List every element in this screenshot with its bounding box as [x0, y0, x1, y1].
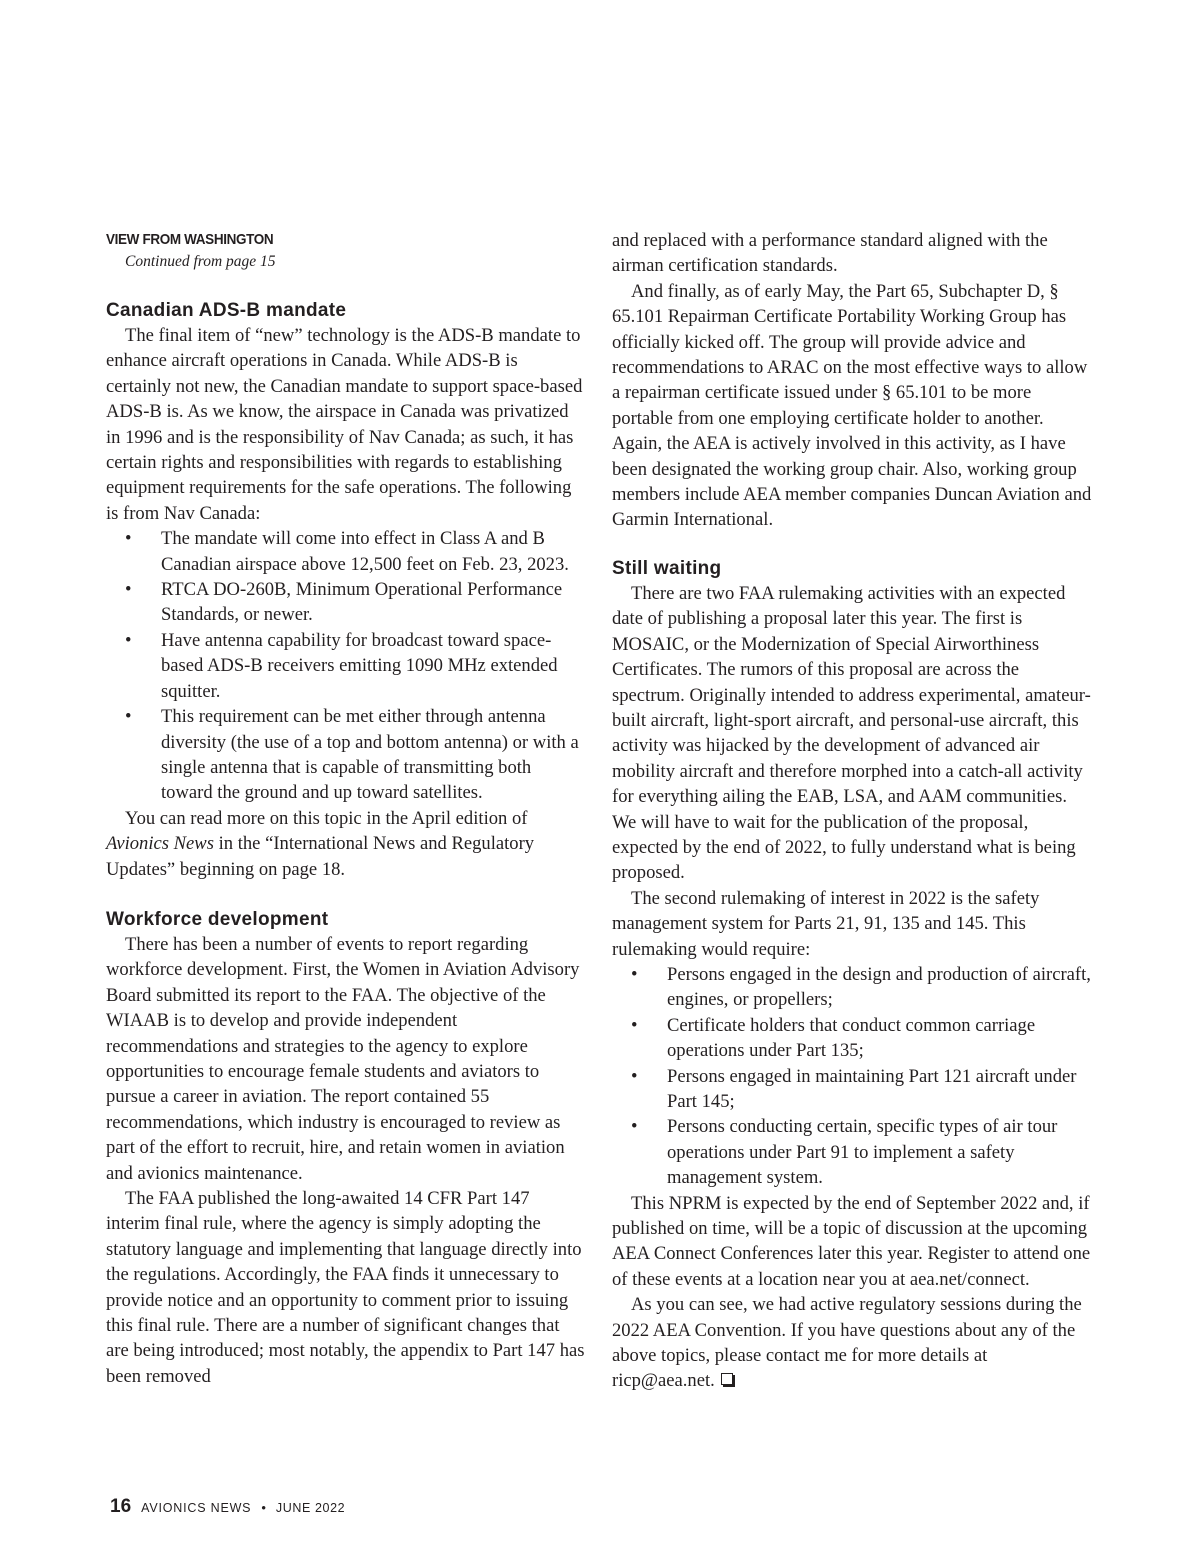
bullet-list-sms [612, 962, 1092, 1191]
section-kicker: VIEW FROM WASHINGTON [106, 231, 274, 248]
right-column [612, 228, 1092, 1394]
paragraph: There are two FAA rulemaking activities with an expected date of publishing a proposal later this year. The first is MOSAIC, or the Modernization of Special Airworthiness Certificates. The rumors of this proposal are across the spectrum. Originally intended to address experimental, amateur-built aircraft, light-sport aircraft, and personal-use aircraft, this activity was hijacked by the development of advanced air mobility aircraft and therefore morphed into a catch-all activity for everything ailing the EAB, LSA, and AAM communities. We will have to wait for the publication of the proposal, expected by the end of 2022, to fully understand what is being proposed. [612, 582, 1091, 884]
list-item: • Certificate holders that conduct common carriage operations under Part 135; [631, 1014, 1036, 1062]
bullet-icon: • [631, 963, 638, 985]
list-item: • Have antenna capability for broadcast toward space-based ADS-B receivers emitting 1090 MHz extended squitter. [125, 629, 558, 702]
heading-workforce-development: Workforce development [106, 908, 329, 930]
paragraph: You can read more on this topic in the April edition of Avionics News in the “International News and Regulatory Updates” beginning on page 18. [106, 807, 535, 880]
bullet-icon: • [125, 579, 132, 601]
bullet-list-adsb [106, 526, 586, 805]
paragraph-closing: As you can see, we had active regulatory sessions during the 2022 AEA Convention. If you have questions about any of the above topics, please contact me for more details at ricp@aea.net. [612, 1294, 1082, 1392]
paragraph: The final item of “new” technology is the ADS-B mandate to enhance aircraft operations in Canada. While ADS-B is certainly not new, the Canadian mandate to support space-based ADS-B is. As we know, the airspace in Canada was privatized in 1996 and is the responsibility of Nav Canada; as such, it has certain rights and responsibilities with regards to establishing equipment requirements for the safe operations. The following is from Nav Canada: [106, 325, 583, 524]
bullet-icon: • [631, 1014, 638, 1036]
list-item: • This requirement can be met either through antenna diversity (the use of a top and bottom antenna) or with a single antenna that is capable of transmitting both toward the ground and up toward satellites. [125, 706, 579, 804]
paragraph: The second rulemaking of interest in 2022 is the safety management system for Parts 21, 91, 135 and 145. This rulemaking would require: [612, 887, 1040, 960]
paragraph: and replaced with a performance standard aligned with the airman certification standards. [612, 230, 1048, 277]
paragraph: There has been a number of events to report regarding workforce development. First, the Women in Aviation Advisory Board submitted its report to the FAA. The objective of the WIAAB is to develop and provide independent recommendations and strategies to the agency to explore opportunities to encourage female students and aviators to pursue a career in aviation. The report contained 55 recommendations, which industry is encouraged to review as part of the effort to recruit, hire, and retain women in aviation and avionics maintenance. [106, 933, 580, 1184]
bullet-icon: • [631, 1065, 638, 1087]
bullet-icon: • [125, 706, 132, 728]
bullet-icon: • [125, 629, 132, 651]
list-item: • Persons conducting certain, specific types of air tour operations under Part 91 to implement a safety management system. [631, 1116, 1058, 1189]
page-footer [110, 1496, 345, 1518]
left-column [106, 228, 586, 1389]
list-item: • The mandate will come into effect in Class A and B Canadian airspace above 12,500 feet on Feb. 23, 2023. [125, 528, 569, 575]
heading-canadian-adsb: Canadian ADS-B mandate [106, 300, 347, 321]
continued-note: Continued from page 15 [125, 253, 276, 270]
paragraph: And finally, as of early May, the Part 65, Subchapter D, § 65.101 Repairman Certificate Portability Working Group has officially kicked off. The group will provide advice and recommendations to ARAC on the most effective ways to allow a repairman certificate issued under § 65.101 to be more portable from one employing certificate holder to another. Again, the AEA is actively involved in this activity, as I have been designated the working group chair. Also, working group members include AEA member companies Duncan Aviation and Garmin International. [612, 280, 1092, 531]
page-number: 16 [110, 1496, 132, 1517]
list-item: • Persons engaged in the design and production of aircraft, engines, or propellers; [631, 963, 1091, 1011]
bullet-icon: • [631, 1116, 638, 1138]
list-item: • RTCA DO-260B, Minimum Operational Performance Standards, or newer. [125, 579, 563, 626]
bullet-icon: • [125, 528, 132, 550]
footer-separator: • [261, 1500, 266, 1515]
list-item: • Persons engaged in maintaining Part 121 aircraft under Part 145; [631, 1065, 1077, 1112]
paragraph: The FAA published the long-awaited 14 CFR Part 147 interim final rule, where the agency is simply adopting the statutory language and implementing that language directly into the regulations. Accordingly, the FAA finds it unnecessary to provide notice and an opportunity to comment prior to issuing this final rule. There are a number of significant changes that are being introduced; most notably, the appendix to Part 147 has been removed [106, 1188, 585, 1387]
issue-date: JUNE 2022 [275, 1501, 346, 1515]
publication-name: AVIONICS NEWS [141, 1501, 252, 1515]
paragraph: This NPRM is expected by the end of September 2022 and, if published on time, will be a topic of discussion at the upcoming AEA Connect Conferences later this year. Register to attend one of these events at a location near you at aea.net/connect. [612, 1192, 1091, 1290]
end-mark-icon [721, 1373, 733, 1385]
heading-still-waiting: Still waiting [612, 557, 722, 579]
